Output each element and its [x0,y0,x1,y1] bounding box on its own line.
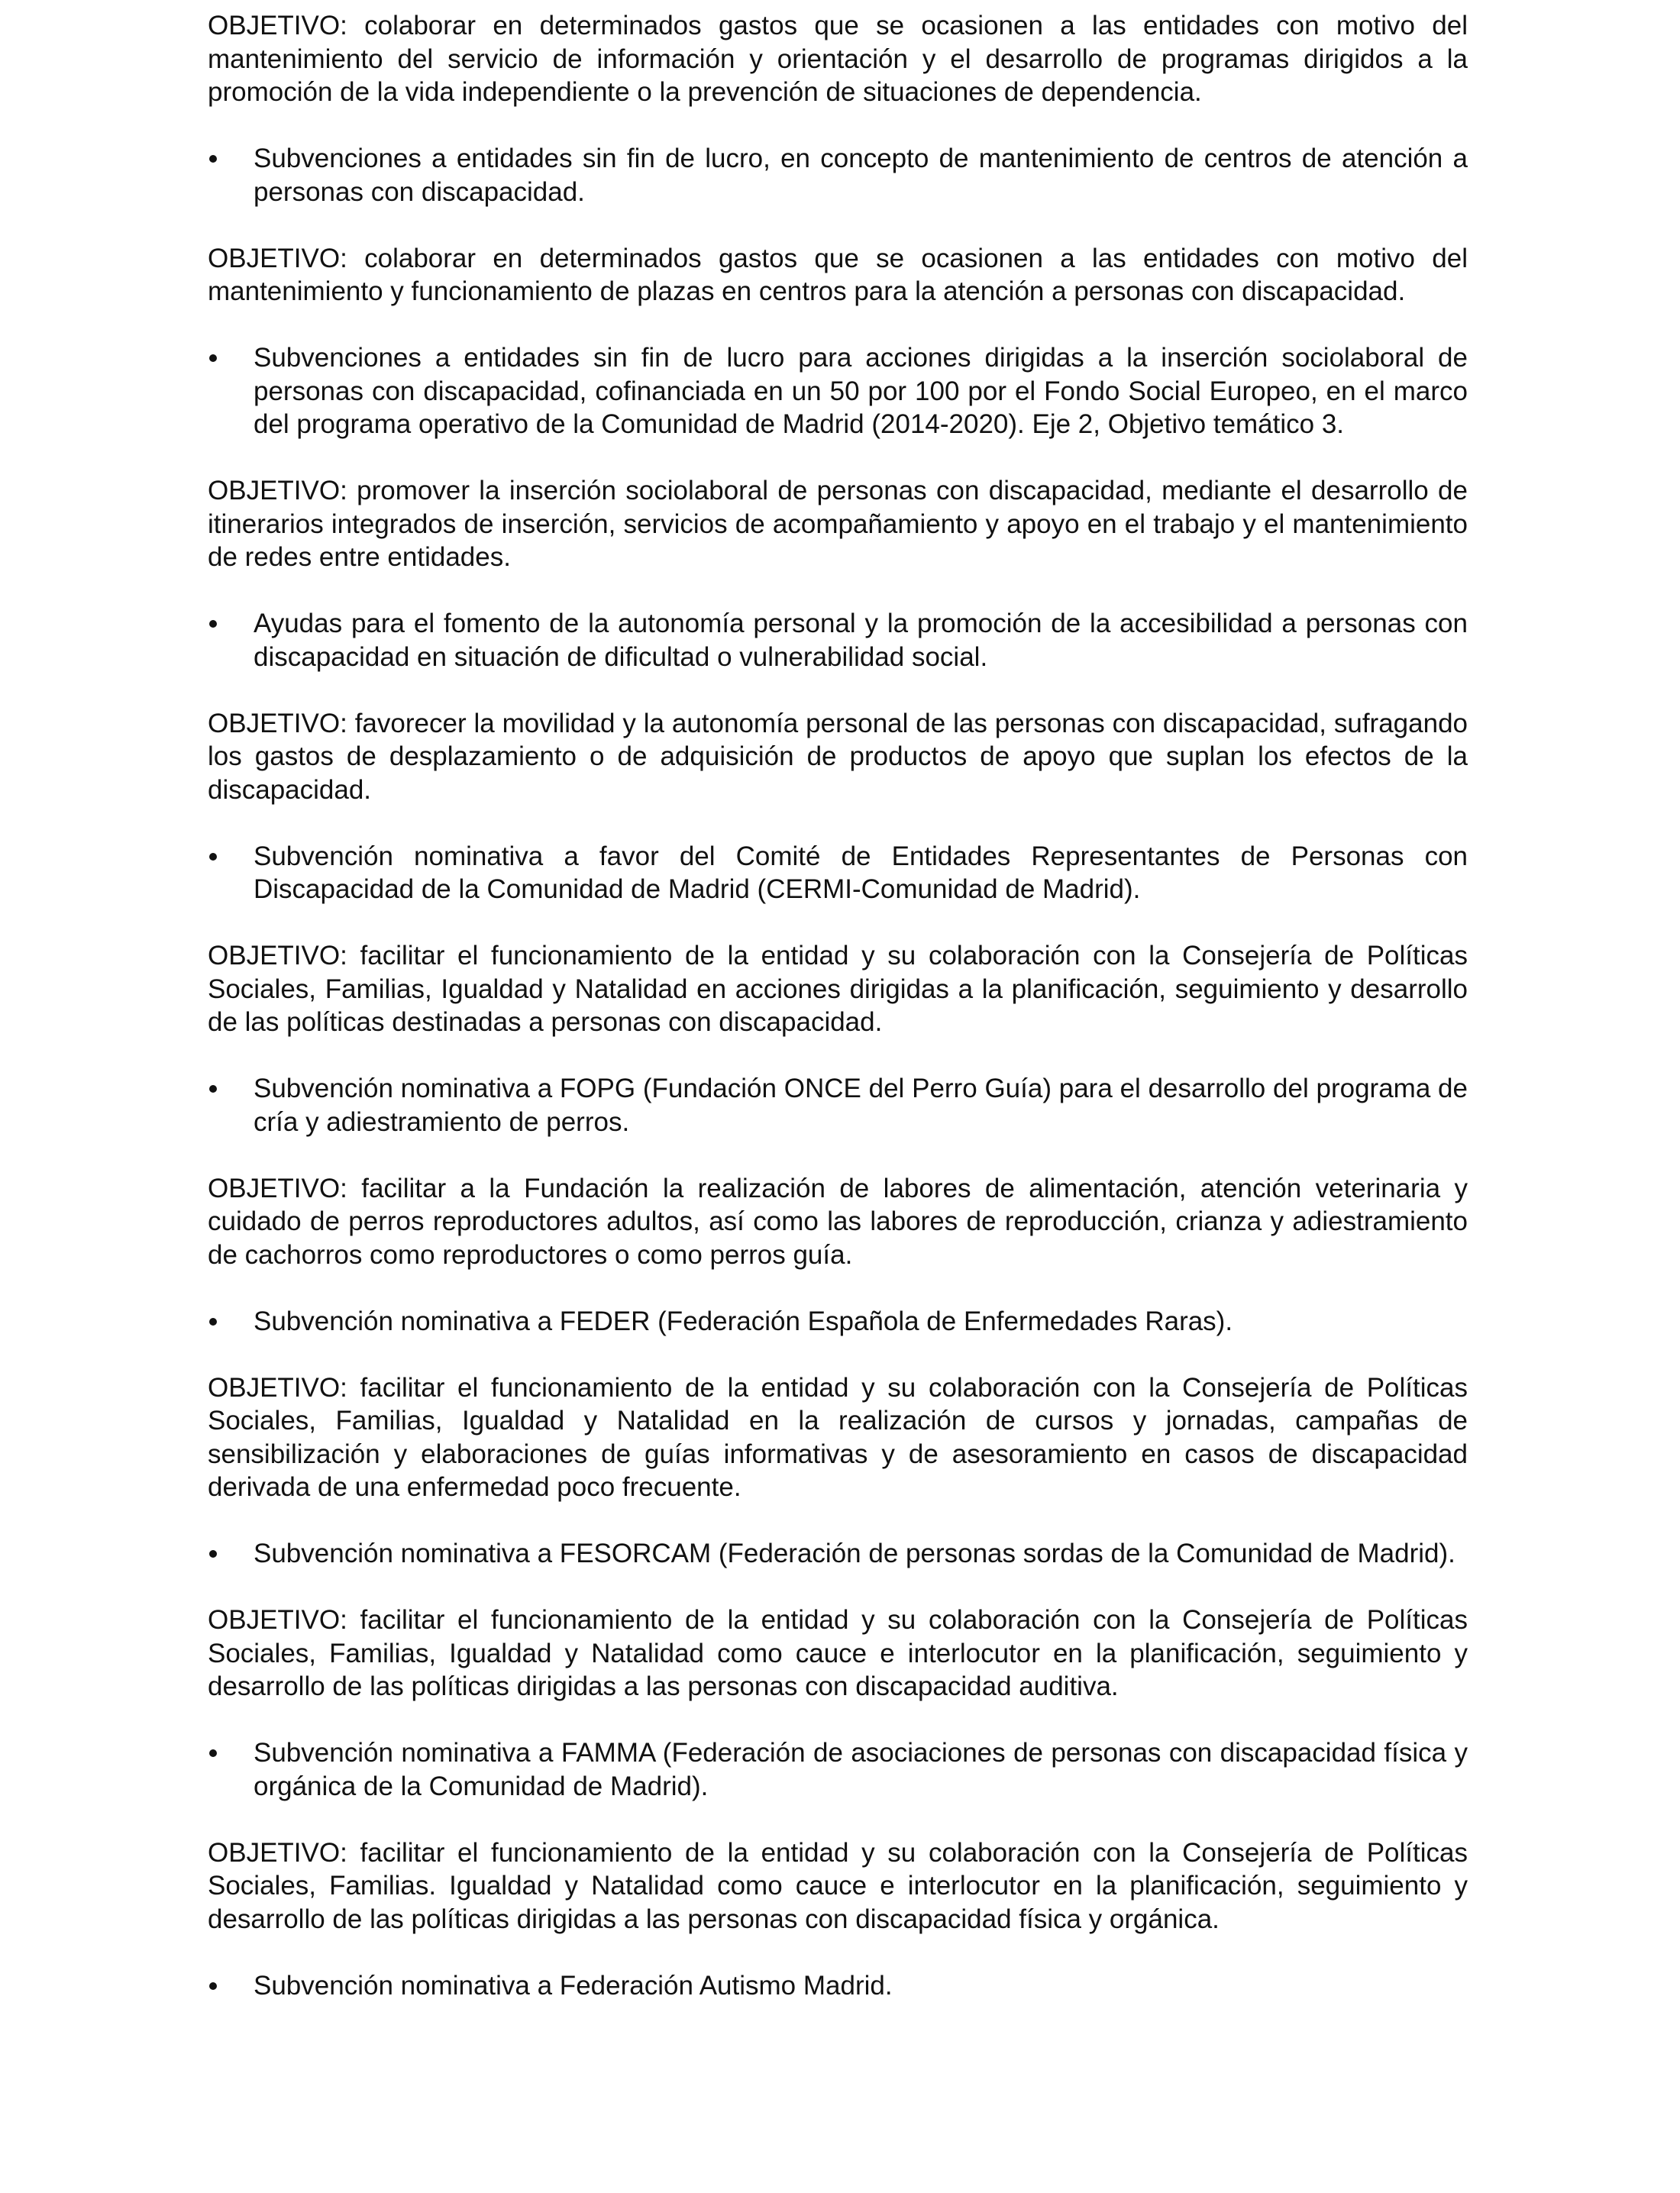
document-page [208,9,1468,2036]
bullet-text: Subvención nominativa a FOPG (Fundación ONCE del Perro Guía) para el desarrollo del programa de cría y adiestramiento de perros. [254,1074,1468,1137]
bullet-item [208,1072,1468,1138]
objective-paragraph: OBJETIVO: colaborar en determinados gastos que se ocasionen a las entidades con motivo del mantenimiento del servicio de información y orientación y el desarrollo de programas dirigidos a la promoción de la vida independiente o la prevención de situaciones de dependencia. [208,11,1468,107]
objective-paragraph: OBJETIVO: favorecer la movilidad y la autonomía personal de las personas con discapacidad, sufragando los gastos de desplazamiento o de adquisición de productos de apoyo que suplan los efectos de la discapacidad. [208,708,1468,805]
objective-paragraph: OBJETIVO: facilitar el funcionamiento de la entidad y su colaboración con la Consejería de Políticas Sociales, Familias, Igualdad y Natalidad como cauce e interlocutor en la planificación, seguimiento y desarrollo de las políticas dirigidas a las personas con discapacidad auditiva. [208,1605,1468,1701]
bullet-item [208,1305,1468,1339]
objective-paragraph: OBJETIVO: facilitar el funcionamiento de la entidad y su colaboración con la Consejería de Políticas Sociales, Familias. Igualdad y Natalidad como cauce e interlocutor en la planificación, seguimiento y desarrollo de las políticas dirigidas a las personas con discapacidad física y orgánica. [208,1837,1468,1934]
bullet-item [208,142,1468,208]
bullet-text: Subvención nominativa a FAMMA (Federación de asociaciones de personas con discapacidad física y orgánica de la Comunidad de Madrid). [254,1738,1468,1801]
bullet-item [208,607,1468,673]
bullet-text: Subvención nominativa a FEDER (Federación Española de Enfermedades Raras). [254,1306,1233,1336]
objective-paragraph: OBJETIVO: colaborar en determinados gastos que se ocasionen a las entidades con motivo del mantenimiento y funcionamiento de plazas en centros para la atención a personas con discapacidad. [208,243,1468,306]
bullet-item [208,341,1468,441]
bullet-text: Subvención nominativa a Federación Autismo Madrid. [254,1970,893,2001]
bullet-text: Ayudas para el fomento de la autonomía personal y la promoción de la accesibilidad a personas con discapacidad en situación de dificultad o vulnerabilidad social. [254,609,1468,672]
bullet-text: Subvenciones a entidades sin fin de lucro, en concepto de mantenimiento de centros de atención a personas con discapacidad. [254,144,1468,207]
objective-paragraph: OBJETIVO: facilitar a la Fundación la realización de labores de alimentación, atención veterinaria y cuidado de perros reproductores adultos, así como las labores de reproducción, crianza y adiestramiento de cachorros como reproductores o como perros guía. [208,1173,1468,1270]
bullet-item [208,1736,1468,1803]
bullet-item [208,1969,1468,2003]
bullet-text: Subvención nominativa a favor del Comité de Entidades Representantes de Personas con Discapacidad de la Comunidad de Madrid (CERMI-Comunidad de Madrid). [254,841,1468,904]
bullet-text: Subvención nominativa a FESORCAM (Federación de personas sordas de la Comunidad de Madrid). [254,1539,1455,1568]
bullet-item [208,1537,1468,1571]
objective-paragraph: OBJETIVO: promover la inserción sociolaboral de personas con discapacidad, mediante el desarrollo de itinerarios integrados de inserción, servicios de acompañamiento y apoyo en el trabajo y el mantenimiento de redes entre entidades. [208,476,1468,572]
bullet-item [208,840,1468,906]
bullet-text: Subvenciones a entidades sin fin de lucro para acciones dirigidas a la inserción sociolaboral de personas con discapacidad, cofinanciada en un 50 por 100 por el Fondo Social Europeo, en el marco del programa operativo de la Comunidad de Madrid (2014-2020). Eje 2, Objetivo temático 3. [254,343,1468,439]
objective-paragraph: OBJETIVO: facilitar el funcionamiento de la entidad y su colaboración con la Consejería de Políticas Sociales, Familias, Igualdad y Natalidad en la realización de cursos y jornadas, campañas de sensibilización y elaboraciones de guías informativas y de asesoramiento en casos de discapacidad derivada de una enfermedad poco frecuente. [208,1372,1468,1502]
objective-paragraph: OBJETIVO: facilitar el funcionamiento de la entidad y su colaboración con la Consejería de Políticas Sociales, Familias, Igualdad y Natalidad en acciones dirigidas a la planificación, seguimiento y desarrollo de las políticas destinadas a personas con discapacidad. [208,941,1468,1037]
